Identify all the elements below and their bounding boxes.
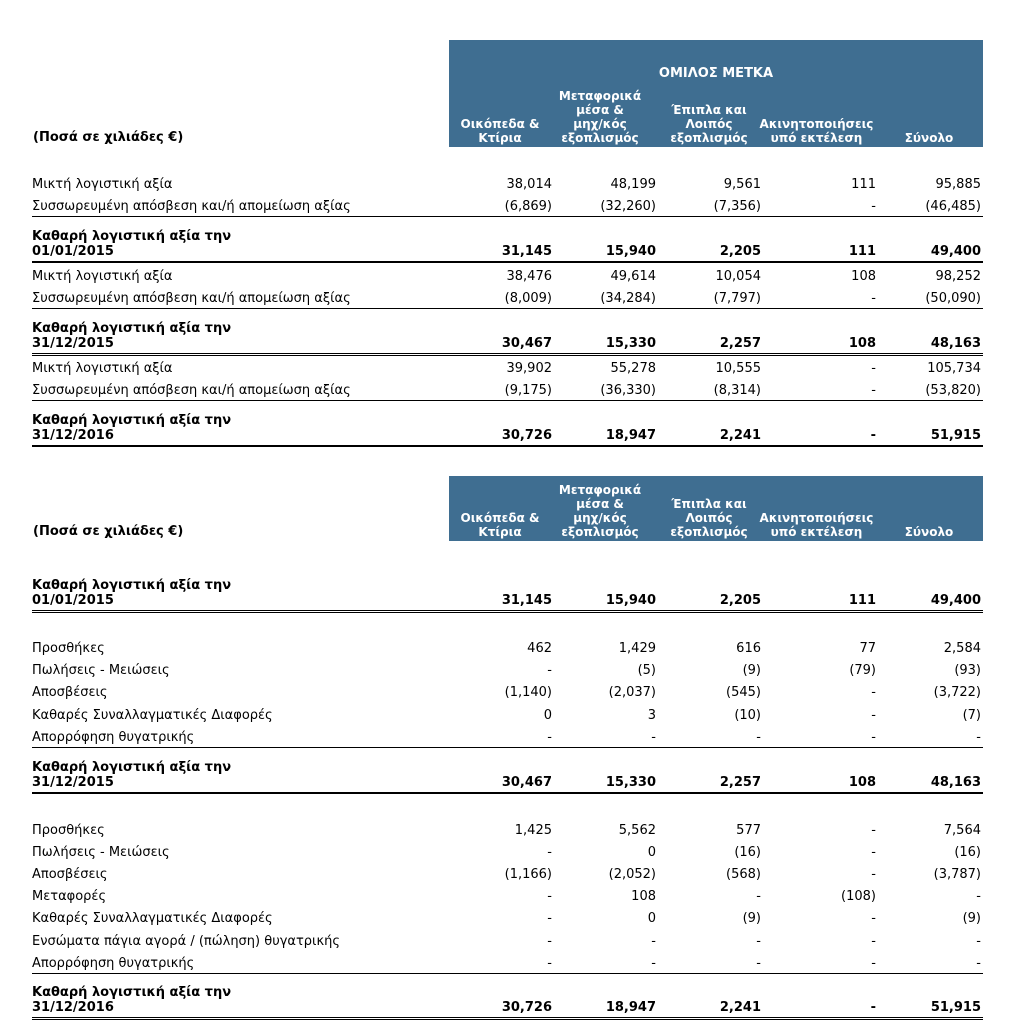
row-label: Καθαρή λογιστική αξία την 01/01/2015 <box>32 578 232 608</box>
furniture-equipment-value: 9,561 <box>723 177 761 192</box>
group-title: ΟΜΙΛΟΣ ΜΕΤΚΑ <box>658 66 774 81</box>
land-buildings-value: 30,467 <box>501 775 552 790</box>
total-value: 51,915 <box>930 428 981 443</box>
total-value: 105,734 <box>927 361 981 376</box>
land-buildings-value: 39,902 <box>506 361 552 376</box>
construction-value: - <box>871 383 876 398</box>
construction-value: 111 <box>848 593 876 608</box>
table-row <box>32 703 983 725</box>
row-label: Μικτή λογιστική αξία <box>32 177 173 192</box>
total-value: - <box>976 889 981 904</box>
vehicles-machinery-value: 0 <box>647 845 656 860</box>
col-header-vehicles-machinery: Μεταφορικά μέσα & μηχ/κός εξοπλισμός <box>558 483 642 539</box>
col-header-total: Σύνολο <box>904 131 954 145</box>
furniture-equipment-value: (7,356) <box>713 199 761 214</box>
row-label: Αποσβέσεις <box>32 867 108 882</box>
furniture-equipment-value: 2,257 <box>719 775 761 790</box>
construction-value: 108 <box>848 775 876 790</box>
construction-value: - <box>871 708 876 723</box>
total-value: (16) <box>954 845 981 860</box>
vehicles-machinery-value: (5) <box>637 663 656 678</box>
col-header-vehicles-machinery: Μεταφορικά μέσα & μηχ/κός εξοπλισμός <box>558 89 642 145</box>
row-label: Πωλήσεις - Μειώσεις <box>32 663 170 678</box>
furniture-equipment-value: (9) <box>742 663 761 678</box>
construction-value: - <box>871 934 876 949</box>
construction-value: - <box>871 911 876 926</box>
land-buildings-value: 31,145 <box>501 593 552 608</box>
total-value: 7,564 <box>943 823 981 838</box>
construction-value: (108) <box>841 889 876 904</box>
table-row <box>32 194 983 217</box>
land-buildings-value: 38,476 <box>506 269 552 284</box>
construction-value: 108 <box>851 269 876 284</box>
table-row <box>32 929 983 951</box>
construction-value: 111 <box>848 244 876 259</box>
furniture-equipment-value: (9) <box>742 911 761 926</box>
land-buildings-value: - <box>547 934 552 949</box>
construction-value: - <box>871 685 876 700</box>
furniture-equipment-value: 2,257 <box>719 336 761 351</box>
total-value: (50,090) <box>925 291 981 306</box>
land-buildings-value: - <box>547 845 552 860</box>
vehicles-machinery-value: (2,037) <box>608 685 656 700</box>
total-value: (53,820) <box>925 383 981 398</box>
col-header-land-buildings: Οικόπεδα & Κτίρια <box>460 117 540 145</box>
land-buildings-value: (8,009) <box>504 291 552 306</box>
furniture-equipment-value: - <box>756 730 761 745</box>
construction-value: - <box>871 823 876 838</box>
table-row <box>32 840 983 862</box>
furniture-equipment-value: 2,205 <box>719 593 761 608</box>
furniture-equipment-value: (16) <box>734 845 761 860</box>
table-row <box>32 172 983 194</box>
total-value: 95,885 <box>935 177 981 192</box>
total-value: - <box>976 730 981 745</box>
amount-unit-label: (Ποσά σε χιλιάδες €) <box>33 130 184 145</box>
total-value: (93) <box>954 663 981 678</box>
vehicles-machinery-value: 49,614 <box>610 269 656 284</box>
construction-value: - <box>871 956 876 971</box>
row-label: Συσσωρευμένη απόσβεση και/ή απομείωση αξίας <box>32 383 351 398</box>
col-header-furniture-equipment: Έπιπλα και Λοιπός εξοπλισμός <box>670 103 748 145</box>
vehicles-machinery-value: 15,330 <box>605 336 656 351</box>
table-row <box>32 951 983 974</box>
construction-value: - <box>870 428 876 443</box>
land-buildings-value: (1,166) <box>504 867 552 882</box>
land-buildings-value: 462 <box>527 641 552 656</box>
construction-value: (79) <box>849 663 876 678</box>
land-buildings-value: 30,467 <box>501 336 552 351</box>
row-label: Προσθήκες <box>32 823 105 838</box>
table-row <box>32 818 983 840</box>
total-value: 2,584 <box>943 641 981 656</box>
construction-value: - <box>871 845 876 860</box>
row-label: Καθαρές Συναλλαγματικές Διαφορές <box>32 911 273 926</box>
land-buildings-value: - <box>547 663 552 678</box>
row-label: Καθαρή λογιστική αξία την 01/01/2015 <box>32 229 232 259</box>
land-buildings-value: - <box>547 911 552 926</box>
furniture-equipment-value: 10,555 <box>715 361 761 376</box>
vehicles-machinery-value: 5,562 <box>618 823 656 838</box>
vehicles-machinery-value: - <box>651 730 656 745</box>
total-value: (46,485) <box>925 199 981 214</box>
construction-value: - <box>870 1000 876 1015</box>
vehicles-machinery-value: (34,284) <box>600 291 656 306</box>
row-label: Απορρόφηση θυγατρικής <box>32 730 195 745</box>
row-label: Μικτή λογιστική αξία <box>32 269 173 284</box>
row-label: Μικτή λογιστική αξία <box>32 361 173 376</box>
row-label: Προσθήκες <box>32 641 105 656</box>
total-value: 48,163 <box>930 775 981 790</box>
vehicles-machinery-value: 3 <box>647 708 656 723</box>
table-row <box>32 979 983 1020</box>
row-label: Αποσβέσεις <box>32 685 108 700</box>
table-row <box>32 725 983 748</box>
row-label: Καθαρή λογιστική αξία την 31/12/2015 <box>32 321 232 351</box>
row-label: Ενσώματα πάγια αγορά / (πώληση) θυγατρικής <box>32 934 340 949</box>
table1-header-band <box>449 40 983 147</box>
land-buildings-value: (9,175) <box>504 383 552 398</box>
total-value: (7) <box>962 708 981 723</box>
total-value: (3,722) <box>933 685 981 700</box>
col-header-assets-under-construction: Ακινητοποιήσεις υπό εκτέλεση <box>759 511 874 539</box>
land-buildings-value: - <box>547 730 552 745</box>
amount-unit-label: (Ποσά σε χιλιάδες €) <box>33 524 184 539</box>
table-row <box>32 754 983 794</box>
table-row <box>32 223 983 263</box>
furniture-equipment-value: 577 <box>736 823 761 838</box>
vehicles-machinery-value: 55,278 <box>610 361 656 376</box>
vehicles-machinery-value: - <box>651 934 656 949</box>
construction-value: - <box>871 199 876 214</box>
total-value: - <box>976 956 981 971</box>
table-row <box>32 378 983 401</box>
land-buildings-value: 30,726 <box>501 1000 552 1015</box>
col-header-total: Σύνολο <box>904 525 954 539</box>
row-label: Συσσωρευμένη απόσβεση και/ή απομείωση αξίας <box>32 199 351 214</box>
furniture-equipment-value: 616 <box>736 641 761 656</box>
furniture-equipment-value: (10) <box>734 708 761 723</box>
furniture-equipment-value: - <box>756 956 761 971</box>
col-header-assets-under-construction: Ακινητοποιήσεις υπό εκτέλεση <box>759 117 874 145</box>
table-row <box>32 286 983 309</box>
land-buildings-value: - <box>547 889 552 904</box>
table-row <box>32 315 983 356</box>
table-row <box>32 658 983 680</box>
vehicles-machinery-value: - <box>651 956 656 971</box>
land-buildings-value: - <box>547 956 552 971</box>
land-buildings-value: (6,869) <box>504 199 552 214</box>
total-value: 49,400 <box>930 593 981 608</box>
furniture-equipment-value: (568) <box>726 867 761 882</box>
furniture-equipment-value: 2,241 <box>719 1000 761 1015</box>
table-row <box>32 264 983 286</box>
row-label: Καθαρή λογιστική αξία την 31/12/2015 <box>32 760 232 790</box>
col-header-land-buildings: Οικόπεδα & Κτίρια <box>460 511 540 539</box>
furniture-equipment-value: - <box>756 934 761 949</box>
row-label: Πωλήσεις - Μειώσεις <box>32 845 170 860</box>
total-value: 98,252 <box>935 269 981 284</box>
total-value: 48,163 <box>930 336 981 351</box>
row-label: Καθαρή λογιστική αξία την 31/12/2016 <box>32 413 232 443</box>
land-buildings-value: 1,425 <box>514 823 552 838</box>
vehicles-machinery-value: (36,330) <box>600 383 656 398</box>
table-row <box>32 680 983 702</box>
vehicles-machinery-value: 18,947 <box>605 428 656 443</box>
vehicles-machinery-value: 15,940 <box>605 593 656 608</box>
furniture-equipment-value: 2,205 <box>719 244 761 259</box>
table-row <box>32 906 983 928</box>
construction-value: 77 <box>859 641 876 656</box>
table-row <box>32 356 983 378</box>
table-row <box>32 862 983 884</box>
table-row <box>32 572 983 613</box>
table-row <box>32 407 983 447</box>
land-buildings-value: 31,145 <box>501 244 552 259</box>
table-row <box>32 884 983 906</box>
furniture-equipment-value: (8,314) <box>713 383 761 398</box>
vehicles-machinery-value: 18,947 <box>605 1000 656 1015</box>
construction-value: - <box>871 361 876 376</box>
furniture-equipment-value: (7,797) <box>713 291 761 306</box>
vehicles-machinery-value: 108 <box>631 889 656 904</box>
row-label: Καθαρές Συναλλαγματικές Διαφορές <box>32 708 273 723</box>
construction-value: 111 <box>851 177 876 192</box>
row-label: Μεταφορές <box>32 889 107 904</box>
total-value: 49,400 <box>930 244 981 259</box>
construction-value: 108 <box>848 336 876 351</box>
furniture-equipment-value: - <box>756 889 761 904</box>
total-value: - <box>976 934 981 949</box>
construction-value: - <box>871 867 876 882</box>
vehicles-machinery-value: 0 <box>647 911 656 926</box>
total-value: 51,915 <box>930 1000 981 1015</box>
col-header-furniture-equipment: Έπιπλα και Λοιπός εξοπλισμός <box>670 497 748 539</box>
land-buildings-value: 38,014 <box>506 177 552 192</box>
land-buildings-value: 0 <box>543 708 552 723</box>
row-label: Απορρόφηση θυγατρικής <box>32 956 195 971</box>
vehicles-machinery-value: (32,260) <box>600 199 656 214</box>
total-value: (9) <box>962 911 981 926</box>
construction-value: - <box>871 291 876 306</box>
vehicles-machinery-value: 15,330 <box>605 775 656 790</box>
vehicles-machinery-value: (2,052) <box>608 867 656 882</box>
row-label: Καθαρή λογιστική αξία την 31/12/2016 <box>32 985 232 1015</box>
table2-header-band <box>449 476 983 541</box>
furniture-equipment-value: 10,054 <box>715 269 761 284</box>
land-buildings-value: 30,726 <box>501 428 552 443</box>
total-value: (3,787) <box>933 867 981 882</box>
furniture-equipment-value: 2,241 <box>719 428 761 443</box>
vehicles-machinery-value: 15,940 <box>605 244 656 259</box>
vehicles-machinery-value: 48,199 <box>610 177 656 192</box>
table-row <box>32 636 983 658</box>
vehicles-machinery-value: 1,429 <box>618 641 656 656</box>
construction-value: - <box>871 730 876 745</box>
furniture-equipment-value: (545) <box>726 685 761 700</box>
land-buildings-value: (1,140) <box>504 685 552 700</box>
row-label: Συσσωρευμένη απόσβεση και/ή απομείωση αξίας <box>32 291 351 306</box>
